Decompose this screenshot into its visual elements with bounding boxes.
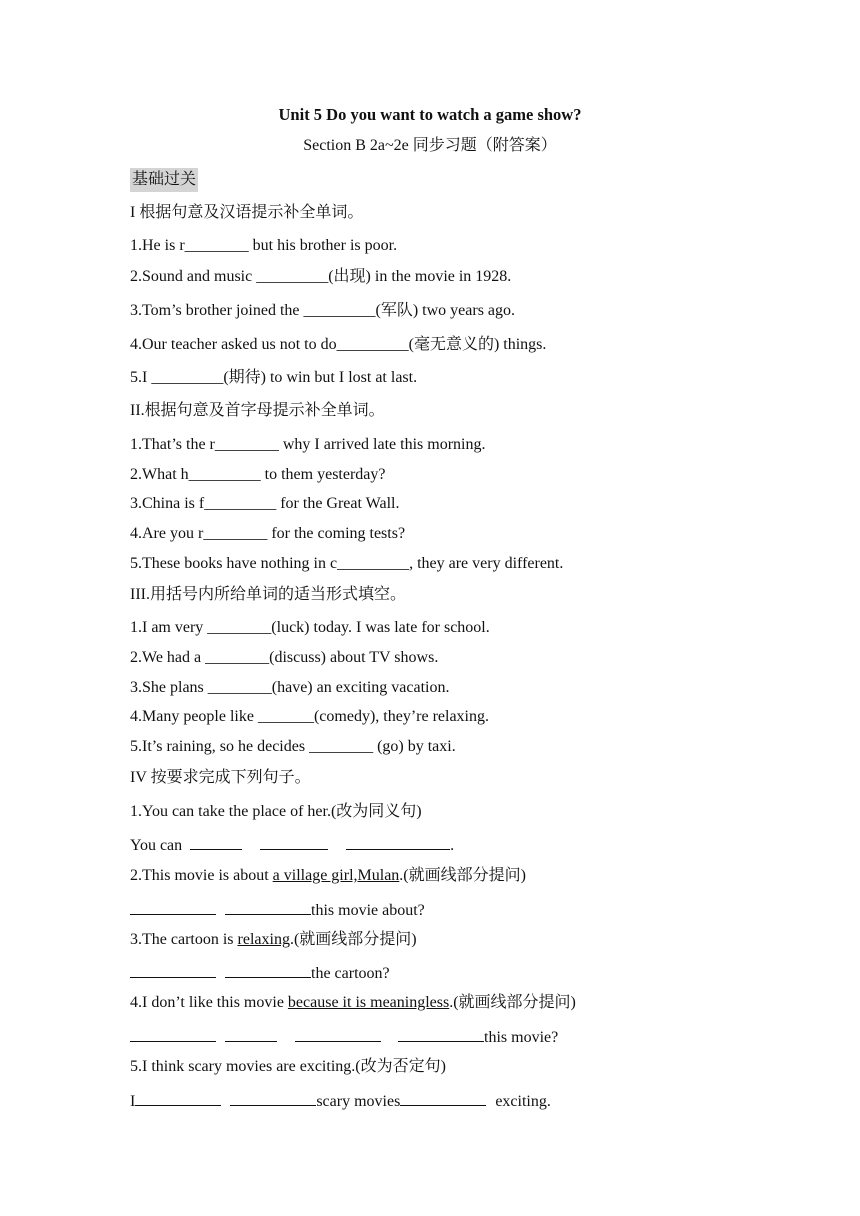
part3-question-2: 2.We had a ________(discuss) about TV shows. xyxy=(130,649,439,666)
part1-question-3: 3.Tom’s brother joined the _________(军队) two years ago. xyxy=(130,302,516,319)
question-instruction: .(就画线部分提问) xyxy=(449,994,576,1011)
part4-heading: IV 按要求完成下列句子。 xyxy=(130,769,311,786)
part2-question-2: 2.What h_________ to them yesterday? xyxy=(130,466,386,483)
answer-tail: this movie about? xyxy=(311,902,425,919)
part4-question-1: 1.You can take the place of her.(改为同义句) xyxy=(130,803,422,820)
question-text: 3.The cartoon is xyxy=(130,931,238,948)
part4-answer-3 xyxy=(130,961,390,985)
question-instruction: .(就画线部分提问) xyxy=(289,931,417,948)
part3-heading: III.用括号内所给单词的适当形式填空。 xyxy=(130,586,406,603)
part1-question-5: 5.I _________(期待) to win but I lost at last. xyxy=(130,369,418,386)
answer-blank[interactable] xyxy=(130,1025,216,1042)
answer-blank[interactable] xyxy=(225,961,311,978)
part4-question-2 xyxy=(130,865,526,887)
answer-tail: this movie? xyxy=(484,1029,559,1046)
answer-blank[interactable] xyxy=(190,833,242,850)
answer-blank[interactable] xyxy=(346,833,450,850)
part2-question-4: 4.Are you r________ for the coming tests? xyxy=(130,525,406,542)
page-subtitle: Section B 2a~2e 同步习题（附答案） xyxy=(303,137,557,154)
answer-blank[interactable] xyxy=(225,1025,277,1042)
part3-question-3: 3.She plans ________(have) an exciting vacation. xyxy=(130,679,450,696)
answer-mid: scary movies xyxy=(316,1093,401,1110)
answer-blank[interactable] xyxy=(230,1089,316,1106)
underlined-phrase: a village girl,Mulan xyxy=(272,867,400,884)
section-tag: 基础过关 xyxy=(130,168,198,192)
question-instruction: .(就画线部分提问) xyxy=(399,867,526,884)
answer-blank[interactable] xyxy=(130,898,216,915)
answer-blank[interactable] xyxy=(295,1025,381,1042)
answer-end: exciting. xyxy=(495,1093,551,1110)
part1-heading: I 根据句意及汉语提示补全单词。 xyxy=(130,204,364,221)
part4-answer-4 xyxy=(130,1025,558,1049)
part1-question-1: 1.He is r________ but his brother is poor. xyxy=(130,237,398,254)
underlined-phrase: relaxing xyxy=(237,931,290,948)
part4-answer-2 xyxy=(130,898,425,922)
part2-question-5: 5.These books have nothing in c_________, they are very different. xyxy=(130,555,564,572)
part4-question-3 xyxy=(130,929,417,951)
underlined-phrase: because it is meaningless xyxy=(287,994,450,1011)
part2-question-3: 3.China is f_________ for the Great Wall. xyxy=(130,495,400,512)
answer-blank[interactable] xyxy=(225,898,311,915)
part3-question-4: 4.Many people like _______(comedy), they’re relaxing. xyxy=(130,708,489,725)
answer-prefix: You can xyxy=(130,837,183,854)
part2-heading: II.根据句意及首字母提示补全单词。 xyxy=(130,402,385,419)
question-text: 2.This movie is about xyxy=(130,867,273,884)
part4-question-5: 5.I think scary movies are exciting.(改为否定句) xyxy=(130,1058,446,1075)
answer-end: . xyxy=(450,837,455,854)
part4-answer-5 xyxy=(130,1089,551,1113)
part1-question-4: 4.Our teacher asked us not to do_________(毫无意义的) things. xyxy=(130,336,547,353)
part4-question-4 xyxy=(130,992,576,1014)
answer-prefix: I xyxy=(130,1093,136,1110)
part2-question-1: 1.That’s the r________ why I arrived late this morning. xyxy=(130,436,486,453)
part4-answer-1 xyxy=(130,833,454,857)
answer-blank[interactable] xyxy=(135,1089,221,1106)
answer-blank[interactable] xyxy=(398,1025,484,1042)
part3-question-1: 1.I am very ________(luck) today. I was late for school. xyxy=(130,619,490,636)
question-text: 4.I don’t like this movie xyxy=(130,994,288,1011)
answer-tail: the cartoon? xyxy=(311,965,390,982)
page-title: Unit 5 Do you want to watch a game show? xyxy=(278,105,582,124)
part3-question-5: 5.It’s raining, so he decides ________ (go) by taxi. xyxy=(130,738,456,755)
answer-blank[interactable] xyxy=(260,833,328,850)
part1-question-2: 2.Sound and music _________(出现) in the movie in 1928. xyxy=(130,268,512,285)
answer-blank[interactable] xyxy=(130,961,216,978)
answer-blank[interactable] xyxy=(400,1089,486,1106)
